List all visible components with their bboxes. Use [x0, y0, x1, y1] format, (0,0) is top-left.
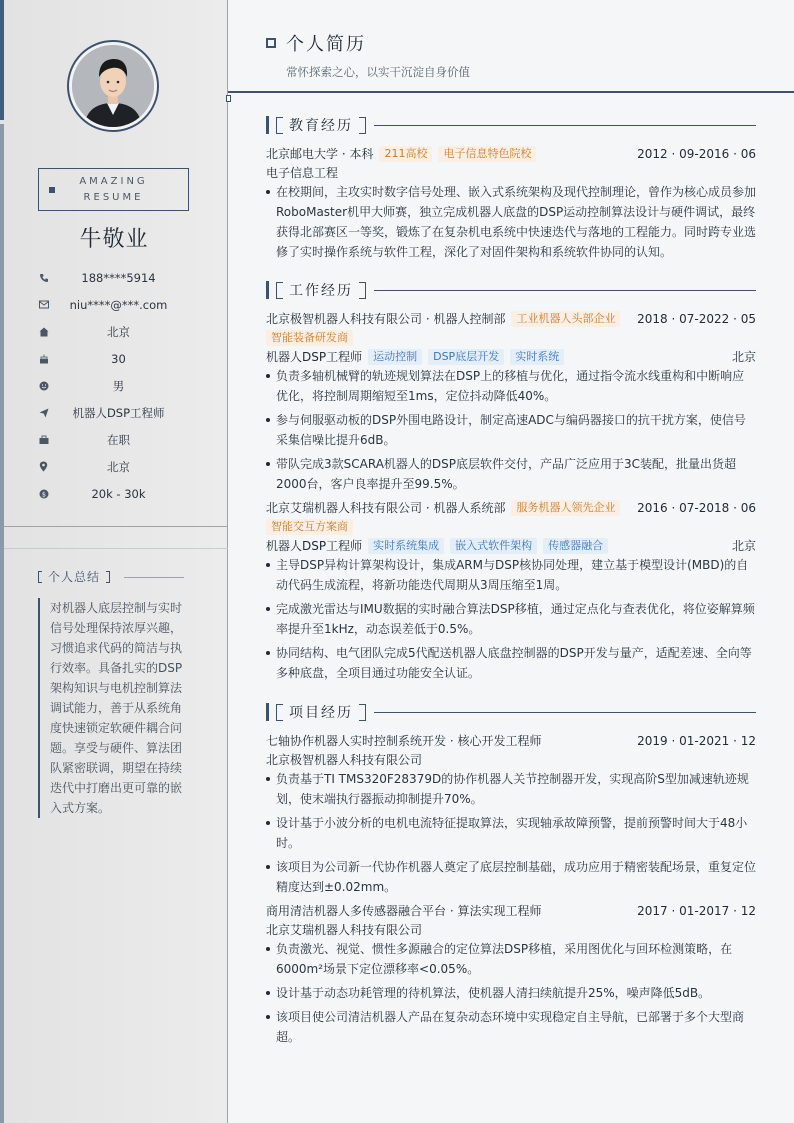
project-company-row [266, 750, 756, 769]
page-title: 个人简历 [286, 34, 366, 55]
summary-text: 对机器人底层控制与实时信号处理保持浓厚兴趣，习惯追求代码的简洁与执行效率。具备扎实的DSP架构知识与电机控制算法调试能力，善于从系统角度快速锁定软硬件耦合问题。享受与硬件、算法团队紧密联调，期望在持续迭代中打磨出更可靠的嵌入式方案。 [38, 598, 184, 818]
info-row-home [0, 318, 228, 345]
list-item: 设计基于动态功耗管理的待机算法，使机器人清扫续航提升25%，噪声降低5dB。 [266, 983, 756, 1003]
section-heading [266, 116, 756, 134]
project-name: 商用清洁机器人多传感器融合平台 · 算法实现工程师 [266, 904, 542, 918]
section-line [374, 290, 756, 291]
bracket-right-icon [359, 117, 366, 134]
job-entry [266, 498, 756, 683]
job-location: 北京 [731, 539, 756, 553]
project-entry [266, 731, 756, 897]
job-role: 机器人DSP工程师 [266, 539, 363, 553]
job-bullets [266, 366, 756, 494]
section-heading [266, 703, 756, 721]
briefcase-icon [38, 434, 49, 445]
project-header [266, 901, 756, 920]
section-bar [266, 703, 269, 721]
sidebar-accent-bar [0, 0, 4, 120]
job-badge-row [266, 517, 756, 536]
cake-icon [38, 353, 49, 364]
projects-section [266, 703, 756, 1051]
company-badge: 智能交互方案商 [266, 519, 353, 535]
project-bullets [266, 939, 756, 1047]
info-row-position [0, 399, 228, 426]
main-content [228, 0, 794, 1123]
smile-icon [38, 380, 49, 391]
job-date: 2018 · 07-2022 · 05 [637, 311, 756, 326]
list-item: 带队完成3款SCARA机器人的DSP底层软件交付，产品广泛应用于3C装配，批量出货超2000台，客户良率提升至99.5%。 [266, 454, 756, 494]
job-bullets [266, 555, 756, 683]
education-section [266, 116, 756, 266]
list-item: 主导DSP异构计算架构设计，集成ARM与DSP核协同处理，建立基于模型设计(MBD)的自动代码生成流程，将新功能迭代周期从3周压缩至1周。 [266, 555, 756, 595]
list-item: 参与伺服驱动板的DSP外围电路设计，制定高速ADC与编码器接口的抗干扰方案，使信号采集信噪比提升6dB。 [266, 410, 756, 450]
bracket-right-icon [106, 571, 110, 583]
section-title: 工作经历 [289, 283, 353, 299]
work-section [266, 281, 756, 687]
major-name: 电子信息工程 [266, 166, 339, 180]
info-row-gender [0, 372, 228, 399]
list-item: 该项目为公司新一代协作机器人奠定了底层控制基础，成功应用于精密装配场景，重复定位精度达到±0.02mm。 [266, 857, 756, 897]
avatar-photo [72, 45, 154, 127]
person-photo-icon [72, 45, 154, 127]
person-name: 牛敬业 [79, 227, 149, 252]
info-row-email [0, 291, 228, 318]
skill-badge: DSP底层开发 [428, 349, 504, 365]
skill-badge: 运动控制 [368, 349, 422, 365]
skill-badge: 传感器融合 [543, 538, 608, 554]
page-subtitle: 常怀探索之心，以实干沉淀自身价值 [286, 65, 470, 79]
education-row [266, 144, 756, 163]
project-date: 2017 · 01-2017 · 12 [637, 903, 756, 918]
project-company: 北京艾瑞机器人科技有限公司 [266, 923, 423, 937]
project-name: 七轴协作机器人实时控制系统开发 · 核心开发工程师 [266, 734, 542, 748]
tag-line-1: AMAZING [79, 176, 148, 187]
school-badge: 211高校 [379, 146, 432, 162]
bracket-left-icon [276, 117, 283, 134]
tag-line-2: RESUME [83, 192, 144, 203]
company-badge: 工业机器人头部企业 [511, 311, 620, 327]
resume-tag-box [38, 168, 189, 211]
major-row [266, 163, 756, 182]
list-item: 设计基于小波分析的电机电流特征提取算法，实现轴承故障预警，提前预警时间大于48小时。 [266, 813, 756, 853]
project-date: 2019 · 01-2021 · 12 [637, 733, 756, 748]
section-line [374, 125, 756, 126]
section-heading [266, 281, 756, 299]
home-icon [38, 326, 49, 337]
company-badge: 智能装备研发商 [266, 330, 353, 346]
company-name: 北京极智机器人科技有限公司 · 机器人控制部 [266, 312, 506, 326]
summary-heading [38, 568, 110, 585]
bracket-right-icon [359, 704, 366, 721]
summary-title: 个人总结 [48, 570, 101, 584]
title-square-icon [266, 38, 276, 48]
section-line [374, 712, 756, 713]
bracket-left-icon [276, 282, 283, 299]
education-bullets [266, 182, 756, 262]
info-phone: 188****5914 [81, 270, 156, 285]
list-item: 负责基于TI TMS320F28379D的协作机器人关节控制器开发，实现高阶S型加减速轨迹规划，使末端执行器振动抑制提升70%。 [266, 769, 756, 809]
project-header [266, 731, 756, 750]
list-item: 该项目使公司清洁机器人产品在复杂动态环境中实现稳定自主导航，已部署于多个大型商超。 [266, 1007, 756, 1047]
info-salary: 20k - 30k [91, 486, 146, 501]
list-item: 协同结构、电气团队完成5代配送机器人底盘控制器的DSP开发与量产，适配差速、全向等多种底盘，全项目通过功能安全认证。 [266, 643, 756, 683]
bracket-left-icon [276, 704, 283, 721]
section-bar [266, 281, 269, 299]
salary-icon [38, 488, 49, 499]
info-row-phone [0, 264, 228, 291]
job-role-row [266, 347, 756, 366]
info-age: 30 [111, 351, 126, 366]
send-icon [38, 407, 49, 418]
page-header [228, 0, 794, 93]
job-role: 机器人DSP工程师 [266, 350, 363, 364]
job-badge-row [266, 328, 756, 347]
school-name: 北京邮电大学 · 本科 [266, 147, 374, 161]
bracket-right-icon [359, 282, 366, 299]
section-title: 教育经历 [289, 118, 353, 134]
info-hometown: 北京 [107, 324, 130, 339]
location-icon [38, 461, 49, 472]
avatar [67, 40, 159, 132]
education-date: 2012 · 09-2016 · 06 [637, 146, 756, 161]
list-item: 在校期间，主攻实时数字信号处理、嵌入式系统架构及现代控制理论，曾作为核心成员参加RoboMaster机甲大师赛，独立完成机器人底盘的DSP运动控制算法设计与硬件调试，最终获得北部赛区一等奖，锻炼了在复杂机电系统中快速迭代与落地的工程能力。同时跨专业选修了实时操作系统与软件工程，深化了对固件架构和系统软件协同的认知。 [266, 182, 756, 262]
info-gender: 男 [112, 378, 125, 393]
company-badge: 服务机器人领先企业 [511, 500, 620, 516]
info-row-status [0, 426, 228, 453]
info-row-salary [0, 480, 228, 507]
job-location: 北京 [731, 350, 756, 364]
project-company-row [266, 920, 756, 939]
job-header [266, 309, 756, 328]
school-badge: 电子信息特色院校 [438, 146, 536, 162]
company-name: 北京艾瑞机器人科技有限公司 · 机器人系统部 [266, 501, 506, 515]
sidebar-divider [4, 526, 228, 527]
info-row-location [0, 453, 228, 480]
summary-heading-line [124, 577, 184, 578]
info-position: 机器人DSP工程师 [72, 405, 165, 420]
sidebar-divider-light [4, 548, 228, 549]
section-bar [266, 116, 269, 134]
project-entry [266, 901, 756, 1047]
info-status: 在职 [107, 432, 130, 447]
skill-badge: 实时系统 [510, 349, 564, 365]
list-item: 完成激光雷达与IMU数据的实时融合算法DSP移植，通过定点化与查表优化，将位姿解算频率提升至1kHz，动态误差低于0.5%。 [266, 599, 756, 639]
info-location: 北京 [107, 459, 130, 474]
bracket-left-icon [38, 571, 42, 583]
tag-square-icon [49, 187, 55, 193]
list-item: 负责激光、视觉、惯性多源融合的定位算法DSP移植，采用图优化与回环检测策略，在6000m²场景下定位漂移率<0.05%。 [266, 939, 756, 979]
mail-icon [38, 299, 49, 310]
section-title: 项目经历 [289, 705, 353, 721]
job-header [266, 498, 756, 517]
contact-info-list [0, 264, 228, 507]
list-item: 负责多轴机械臂的轨迹规划算法在DSP上的移植与优化，通过指令流水线重构和中断响应优化，将控制周期缩短至1ms，定位抖动降低40%。 [266, 366, 756, 406]
job-date: 2016 · 07-2018 · 06 [637, 500, 756, 515]
skill-badge: 实时系统集成 [368, 538, 444, 554]
job-role-row [266, 536, 756, 555]
sidebar [0, 0, 228, 1123]
header-corner-marker [226, 95, 231, 102]
project-bullets [266, 769, 756, 897]
project-company: 北京极智机器人科技有限公司 [266, 753, 423, 767]
skill-badge: 嵌入式软件架构 [450, 538, 537, 554]
phone-icon [38, 272, 49, 283]
job-entry [266, 309, 756, 494]
svg-text:$: $ [41, 489, 46, 498]
info-email: niu****@***.com [69, 297, 168, 312]
info-row-age [0, 345, 228, 372]
